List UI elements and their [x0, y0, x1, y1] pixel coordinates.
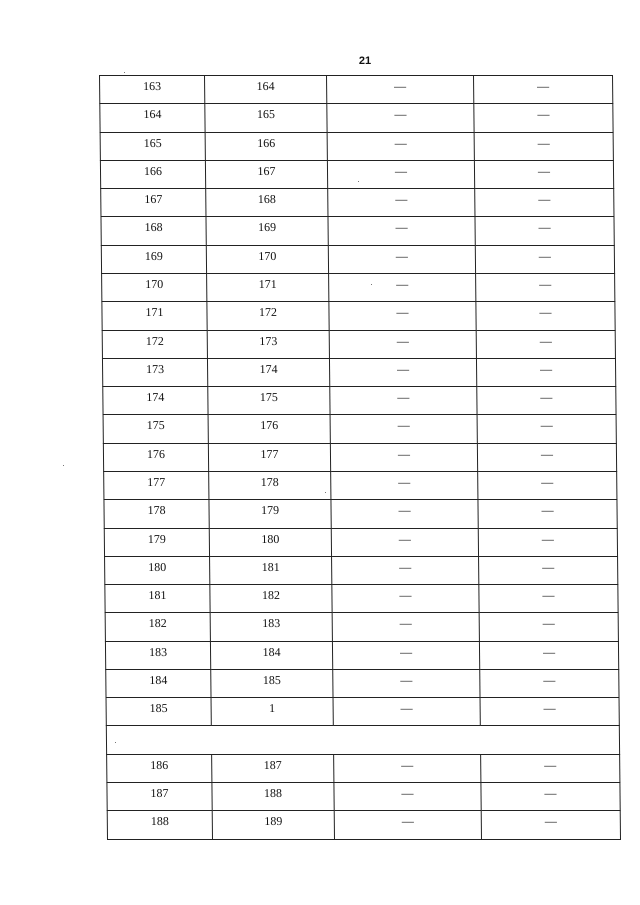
cell-next-number-text: 167 [257, 163, 276, 178]
cell-number [100, 160, 205, 188]
cell-number [104, 500, 209, 528]
cell-number [102, 273, 207, 301]
cell-dash-2 [474, 160, 613, 188]
table-row [102, 302, 615, 330]
cell-next-number-text: 177 [260, 446, 279, 461]
cell-dash-2-text: — [537, 163, 551, 178]
cell-dash-1-text: — [397, 418, 410, 433]
cell-dash-1 [327, 76, 474, 104]
cell-dash-2-text: — [542, 644, 556, 659]
cell-dash-1-text: — [401, 757, 414, 772]
cell-number [104, 471, 209, 499]
cell-dash-1 [334, 811, 481, 840]
cell-dash-1 [334, 783, 481, 811]
table-row [101, 189, 614, 217]
cell-next-number-text: 188 [263, 786, 283, 801]
cell-dash-2 [478, 528, 617, 556]
cell-next-number [208, 415, 330, 443]
cell-next-number-text: 170 [258, 248, 277, 263]
cell-dash-1-text: — [397, 361, 410, 376]
cell-next-number [209, 528, 331, 556]
cell-next-number [211, 669, 333, 697]
cell-dash-2 [480, 669, 619, 697]
cell-dash-2-text: — [541, 474, 554, 489]
cell-number [102, 330, 207, 358]
cell-dash-2 [476, 273, 615, 301]
cell-number-text: 173 [146, 361, 165, 376]
cell-next-number-text: 184 [262, 644, 281, 659]
cell-next-number [212, 783, 334, 811]
cell-number [105, 613, 210, 641]
cell-next-number [207, 273, 329, 301]
cell-dash-1 [329, 302, 476, 330]
cell-number [106, 698, 211, 726]
cell-next-number [206, 189, 328, 217]
table-row [105, 641, 618, 669]
cell-dash-2 [477, 415, 616, 443]
cell-dash-1 [328, 189, 475, 217]
table-row [104, 500, 617, 528]
cell-next-number-text: 166 [257, 135, 276, 150]
cell-dash-2-text: — [539, 333, 552, 348]
cell-next-number [207, 358, 329, 386]
cell-dash-2-text: — [539, 276, 552, 291]
cell-dash-1 [333, 669, 480, 697]
cell-next-number [206, 245, 328, 273]
table-row [103, 415, 616, 443]
cell-next-number-text: 181 [261, 559, 280, 574]
cell-number-text: 171 [145, 305, 164, 320]
cell-next-number [210, 613, 332, 641]
cell-next-number [208, 443, 330, 471]
cell-number [107, 811, 212, 840]
cell-dash-1 [331, 471, 478, 499]
data-table-container [99, 75, 621, 840]
cell-dash-2-text: — [541, 503, 554, 518]
cell-dash-2 [477, 387, 616, 415]
table-row [105, 556, 618, 584]
table-row [101, 217, 614, 245]
cell-number-text: 175 [146, 418, 165, 433]
cell-dash-1 [330, 387, 477, 415]
table-row [103, 443, 616, 471]
cell-next-number [211, 698, 333, 726]
table-row [100, 160, 613, 188]
cell-dash-1 [334, 754, 481, 782]
cell-next-number [212, 811, 334, 840]
cell-dash-1 [329, 330, 476, 358]
cell-dash-2-text: — [540, 418, 553, 433]
table-row [102, 358, 615, 386]
table-row [102, 273, 615, 301]
cell-dash-2 [476, 330, 615, 358]
cell-number [105, 556, 210, 584]
cell-dash-2-text: — [537, 79, 550, 93]
cell-next-number [207, 330, 329, 358]
cell-dash-2-text: — [541, 531, 554, 546]
cell-next-number-text: 182 [261, 588, 281, 603]
table-row [102, 330, 615, 358]
cell-dash-2 [476, 358, 615, 386]
cell-dash-1 [327, 160, 474, 188]
cell-dash-2-text: — [539, 305, 552, 320]
table-row [105, 613, 618, 641]
cell-next-number-text: 173 [259, 333, 278, 348]
cell-next-number-text: 171 [258, 276, 277, 291]
cell-dash-1-text: — [394, 79, 407, 93]
cell-dash-1 [328, 217, 475, 245]
cell-dash-1 [331, 500, 478, 528]
cell-number-text: 188 [150, 814, 169, 829]
table-row [107, 811, 620, 840]
cell-dash-2-text: — [537, 135, 550, 150]
cell-number [103, 415, 208, 443]
cell-next-number [208, 387, 330, 415]
cell-dash-2-text: — [538, 248, 551, 263]
table-row [104, 471, 617, 499]
cell-number-text: 183 [148, 644, 168, 659]
cell-number [102, 358, 207, 386]
table-row [101, 245, 614, 273]
cell-dash-2 [474, 132, 613, 160]
cell-dash-1-text: — [399, 559, 412, 574]
cell-next-number-text: 169 [258, 220, 277, 235]
cell-dash-2 [479, 613, 618, 641]
cell-dash-1 [330, 415, 477, 443]
cell-number-text: 168 [144, 220, 163, 235]
cell-dash-2-text: — [544, 757, 557, 772]
cell-next-number-text: 165 [256, 107, 275, 122]
cell-dash-2 [474, 76, 613, 104]
cell-dash-2 [479, 641, 618, 669]
cell-number [106, 669, 211, 697]
cell-number-text: 163 [143, 79, 162, 93]
cell-dash-1-text: — [395, 192, 408, 207]
data-table [99, 75, 621, 840]
cell-dash-2-text: — [540, 446, 554, 461]
cell-dash-2 [477, 443, 616, 471]
cell-dash-1-text: — [399, 588, 412, 603]
cell-dash-1-text: — [395, 220, 408, 235]
table-row [107, 754, 620, 782]
cell-dash-2 [478, 471, 617, 499]
cell-next-number-text: 168 [257, 192, 276, 207]
cell-dash-2-text: — [544, 814, 557, 829]
cell-dash-1 [329, 273, 476, 301]
cell-number-text: 184 [149, 672, 168, 687]
cell-dash-2-text: — [543, 672, 556, 687]
cell-dash-2 [479, 556, 618, 584]
cell-number-text: 187 [150, 786, 169, 801]
cell-next-number [209, 471, 331, 499]
cell-dash-2 [476, 302, 615, 330]
cell-dash-1-text: — [398, 531, 411, 546]
cell-number-text: 165 [143, 135, 162, 150]
cell-number-text: 181 [148, 588, 167, 603]
cell-dash-1-text: — [396, 276, 409, 291]
cell-dash-1-text: — [401, 786, 414, 801]
cell-next-number [205, 160, 327, 188]
cell-dash-2 [475, 245, 614, 273]
cell-dash-1-text: — [394, 107, 407, 122]
cell-next-number-text: 183 [262, 616, 281, 631]
cell-dash-2-text: — [544, 786, 557, 801]
blank-cell [106, 726, 619, 754]
cell-next-number-text: 185 [262, 672, 281, 687]
cell-dash-2 [478, 500, 617, 528]
cell-number [101, 189, 206, 217]
cell-next-number-text: 172 [258, 305, 278, 320]
cell-number [101, 217, 206, 245]
cell-number-text: 166 [143, 163, 163, 178]
cell-number-text: 164 [143, 107, 162, 122]
cell-number [100, 76, 205, 104]
cell-dash-1-text: — [399, 644, 413, 659]
cell-dash-2 [481, 754, 620, 782]
cell-dash-1 [328, 245, 475, 273]
cell-dash-1-text: — [399, 616, 412, 631]
cell-dash-1 [331, 528, 478, 556]
cell-number [107, 783, 212, 811]
cell-number [105, 641, 210, 669]
cell-next-number [205, 132, 327, 160]
cell-number [105, 585, 210, 613]
cell-dash-1-text: — [394, 163, 408, 178]
cell-next-number-text: 164 [256, 79, 275, 93]
cell-dash-2-text: — [543, 701, 556, 716]
cell-number-text: 178 [147, 503, 166, 518]
scan-speck [371, 284, 372, 285]
cell-dash-1-text: — [394, 135, 407, 150]
table-row [106, 669, 619, 697]
cell-dash-2-text: — [540, 390, 553, 405]
cell-dash-1-text: — [401, 814, 414, 829]
cell-next-number [210, 641, 332, 669]
cell-number-text: 174 [146, 390, 165, 405]
cell-next-number-text: 189 [264, 814, 283, 829]
cell-dash-2-text: — [542, 559, 555, 574]
cell-dash-1 [327, 104, 474, 132]
cell-dash-2 [481, 811, 620, 840]
cell-number-text: 170 [145, 276, 164, 291]
table-row [107, 783, 620, 811]
cell-dash-1 [327, 132, 474, 160]
cell-next-number [205, 76, 327, 104]
cell-dash-1 [330, 443, 477, 471]
cell-number-text: 182 [148, 616, 167, 631]
cell-dash-2 [479, 585, 618, 613]
cell-number [104, 528, 209, 556]
cell-dash-2-text: — [540, 361, 553, 376]
cell-number-text: 179 [147, 531, 166, 546]
table-row [100, 132, 613, 160]
cell-number-text: 180 [148, 559, 167, 574]
cell-next-number [206, 217, 328, 245]
scan-speck [115, 742, 116, 743]
page-number: 21 [358, 55, 372, 67]
cell-number-text: 186 [150, 757, 169, 772]
table-row [100, 104, 613, 132]
cell-number [102, 302, 207, 330]
table-row [104, 528, 617, 556]
cell-next-number-text: 176 [260, 418, 279, 433]
cell-next-number-text: 179 [260, 503, 280, 518]
cell-number [100, 132, 205, 160]
cell-next-number [210, 556, 332, 584]
cell-number [100, 104, 205, 132]
cell-number-text: 177 [147, 474, 166, 489]
cell-dash-2 [474, 104, 613, 132]
cell-dash-1-text: — [396, 305, 409, 320]
cell-number-text: 169 [144, 248, 163, 263]
cell-number-text: 172 [145, 333, 164, 348]
cell-number-text: 167 [144, 192, 163, 207]
cell-next-number-text: 187 [263, 757, 282, 772]
cell-dash-2-text: — [537, 107, 550, 122]
cell-dash-1-text: — [397, 446, 411, 461]
cell-dash-1 [332, 613, 479, 641]
cell-dash-1-text: — [395, 248, 408, 263]
cell-dash-1-text: — [396, 333, 409, 348]
table-row [106, 698, 619, 726]
cell-dash-2-text: — [538, 220, 551, 235]
cell-dash-1 [332, 556, 479, 584]
cell-dash-1-text: — [397, 390, 410, 405]
table-row [105, 585, 618, 613]
cell-dash-2-text: — [538, 192, 551, 207]
cell-dash-2 [481, 783, 620, 811]
cell-dash-1 [332, 585, 479, 613]
cell-number [103, 387, 208, 415]
cell-next-number-text: 175 [259, 390, 278, 405]
scan-speck [325, 492, 326, 493]
cell-next-number-text: 1 [269, 701, 276, 716]
cell-next-number-text: 174 [259, 361, 278, 376]
scan-speck [124, 72, 125, 73]
cell-dash-1-text: — [400, 701, 413, 716]
cell-dash-1-text: — [398, 474, 411, 489]
cell-dash-2 [475, 217, 614, 245]
cell-dash-2 [480, 698, 619, 726]
scan-speck [358, 181, 359, 182]
table-row [103, 387, 616, 415]
cell-number-text: 185 [149, 701, 168, 716]
cell-dash-1-text: — [398, 503, 411, 518]
cell-next-number-text: 180 [261, 531, 280, 546]
scan-speck [63, 465, 64, 466]
cell-number [103, 443, 208, 471]
cell-next-number [209, 500, 331, 528]
cell-next-number [207, 302, 329, 330]
cell-next-number [212, 754, 334, 782]
table-row [100, 76, 613, 104]
cell-dash-1 [329, 358, 476, 386]
cell-next-number [210, 585, 332, 613]
cell-next-number-text: 178 [260, 474, 279, 489]
cell-dash-2-text: — [542, 588, 555, 603]
cell-number [101, 245, 206, 273]
cell-next-number [205, 104, 327, 132]
cell-dash-1-text: — [400, 672, 413, 687]
cell-dash-1 [332, 641, 479, 669]
cell-dash-1 [333, 698, 480, 726]
table-blank-row [106, 726, 619, 754]
cell-dash-2-text: — [542, 616, 555, 631]
cell-dash-2 [475, 189, 614, 217]
cell-number [107, 754, 212, 782]
cell-number-text: 176 [146, 446, 166, 461]
